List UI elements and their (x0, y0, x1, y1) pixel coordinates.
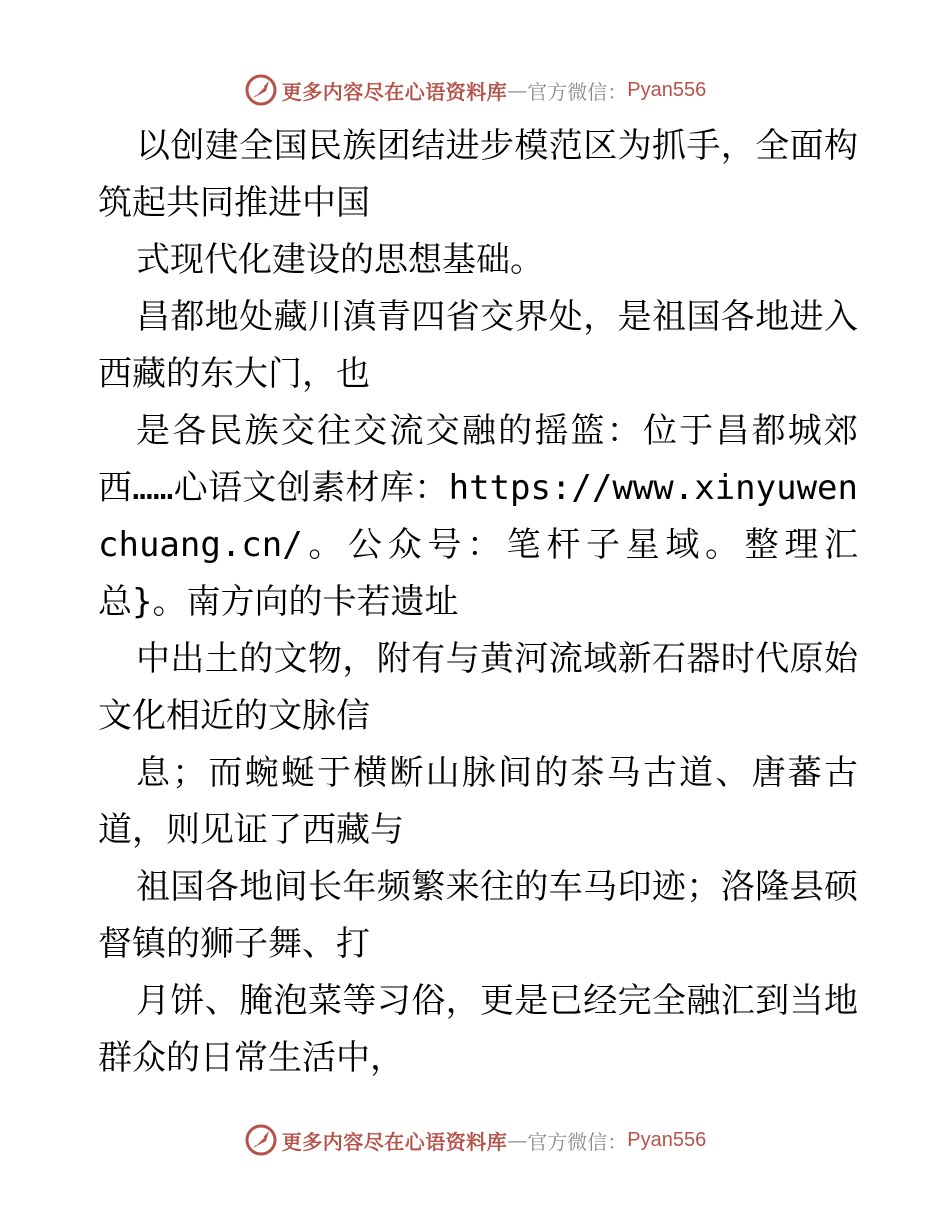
paragraph: 以创建全国民族团结进步模范区为抓手，全面构筑起共同推进中国 (98, 126, 858, 223)
footer-dash: — (507, 1128, 528, 1152)
page-footer (0, 1120, 950, 1160)
paragraph: 祖国各地间长年频繁来往的车马印迹；洛隆县硕督镇的狮子舞、打 (98, 867, 858, 964)
header-title: 更多内容尽在心语资料库 (281, 79, 508, 104)
paragraph: 月饼、腌泡菜等习俗，更是已经完全融汇到当地群众的日常生活中， (98, 981, 858, 1078)
paragraph: 昌都地处藏川滇青四省交界处，是祖国各地进入西藏的东大门，也 (98, 297, 858, 394)
footer-wechat-id: Pyan556 (627, 1128, 707, 1151)
header-wechat-id: Pyan556 (627, 78, 707, 101)
paragraph: 中出土的文物，附有与黄河流域新石器时代原始文化相近的文脉信 (98, 639, 858, 736)
page-header (0, 70, 950, 110)
quill-circle-icon (244, 73, 278, 107)
footer-title: 更多内容尽在心语资料库 (281, 1129, 508, 1154)
paragraph: 息；而蜿蜒于横断山脉间的茶马古道、唐蕃古道，则见证了西藏与 (98, 753, 858, 850)
quill-circle-icon (244, 1123, 278, 1157)
document-body (98, 118, 858, 1087)
header-wechat-label: 官方微信： (527, 79, 628, 104)
footer-wechat-label: 官方微信： (527, 1129, 628, 1154)
paragraph: 式现代化建设的思想基础。 (136, 240, 544, 280)
paragraph: 是各民族交往交流交融的摇篮：位于昌都城郊西……心语文创素材库：https://www.xinyuwenchuang.cn/。公众号：笔杆子星域。整理汇总}。南方向的卡若遗址 (98, 411, 858, 622)
header-dash: — (507, 78, 528, 102)
